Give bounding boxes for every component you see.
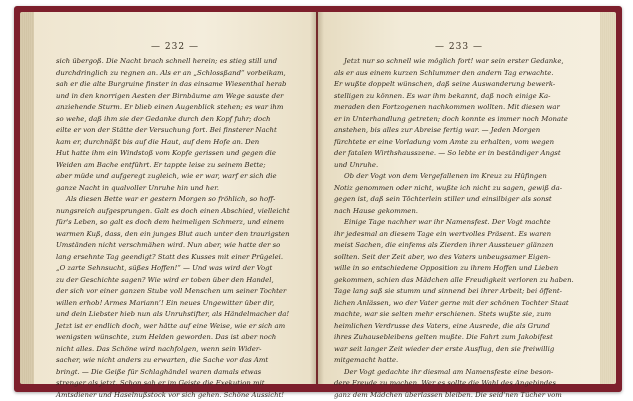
text-line: der fatalen Wirthshausszene. — So lebte er in beständiger Angst — [334, 148, 574, 160]
text-line: sah er die alte Burgruine finster in das einsame Wiesenthal herab — [56, 79, 290, 91]
left-page — [34, 12, 316, 384]
text-line: nach Hause gekommen. — [334, 206, 574, 218]
text-line: Einige Tage nachher war ihr Namensfest. Der Vogt machte — [334, 217, 574, 229]
right-page — [318, 12, 600, 384]
text-line: gegen ist, daß sein Töchterlein stiller und einsilbiger als sonst — [334, 194, 574, 206]
text-line: Ob der Vogt von dem Vergefallenen im Kreuz zu Hüfingen — [334, 171, 574, 183]
text-line: der sich vor einer ganzen Stube voll Menschen um seiner Tochter — [56, 286, 290, 298]
text-line: aber müde und aufgeregt zugleich, wie er war, warf er sich die — [56, 171, 290, 183]
text-line: „O zarte Sehnsucht, süßes Hoffen!“ — Und was wird der Vogt — [56, 263, 290, 275]
text-line: Der Vogt gedachte ihr diesmal am Namensfeste eine beson- — [334, 367, 574, 379]
text-line: anstehen, bis alles zur Abreise fertig war. — Jeden Morgen — [334, 125, 574, 137]
text-line: willen erhob! Armes Mariann’! Ein neues Ungewitter über dir, — [56, 298, 290, 310]
text-line: für's Leben, so galt es doch dem heimeligen Schmerz, und einem — [56, 217, 290, 229]
text-line: heimlichen Verdrusse des Vaters, eine Ausrede, die als Grund — [334, 321, 574, 333]
right-page-text — [334, 56, 574, 401]
text-line: lichen Anlässen, wo der Vater gerne mit der schönen Tochter Staat — [334, 298, 574, 310]
text-line: Tage lang saß sie stumm und sinnend bei ihrer Arbeit; bei öffent- — [334, 286, 574, 298]
text-line: meraden den Fortzogenen nachkommen wollten. Mit diesen war — [334, 102, 574, 114]
text-line: fürchtete er eine Vorladung vom Amte zu erhalten, vom wegen — [334, 137, 574, 149]
text-line: sich übergoß. Die Nacht brach schnell herein; es stieg still und — [56, 56, 290, 68]
text-line: bringt. — Die Geiße für Schlaghändel waren damals etwas — [56, 367, 290, 379]
text-line: anziehende Sturm. Er blieb einen Augenblick stehen; es war ihm — [56, 102, 290, 114]
text-line: so wehe, daß ihm sie der Gedanke durch den Kopf fuhr; doch — [56, 114, 290, 126]
text-line: Jetzt ist er endlich doch, wer hätte auf eine Weise, wie er sich am — [56, 321, 290, 333]
text-line: und Unruhe. — [334, 160, 574, 172]
text-line: sollten. Seit der Zeit aber, wo des Vaters unbeugsamer Eigen- — [334, 252, 574, 264]
text-line: Amtsdiener und Haselnußstock vor sich gehen. Schöne Aussicht! — [56, 390, 290, 401]
text-line: ganz dem Mädchen überlassen bleiben. Die seid'nen Tücher vom — [334, 390, 574, 401]
text-line: stelligen zu können. Es war ihm bekannt, daß noch einige Ka- — [334, 91, 574, 103]
text-line: ihres Zuhausebleibens gelten mußte. Die Fahrt zum Jakobifest — [334, 332, 574, 344]
text-line: als er aus einem kurzen Schlummer den andern Tag erwachte. — [334, 68, 574, 80]
text-line: Jetzt nur so schnell wie möglich fort! war sein erster Gedanke, — [334, 56, 574, 68]
text-line: und dein Liebster hieb nun als Unruhstifter, als Händelmacher da! — [56, 309, 290, 321]
text-line: zu der Geschichte sagen? Wie wird er toben über den Handel, — [56, 275, 290, 287]
text-line: durchdringlich zu regnen an. Als er an „Schlossßand“ vorbeikam, — [56, 68, 290, 80]
text-line: kam er, durchnäßt bis auf die Haut, auf dem Hofe an. Den — [56, 137, 290, 149]
text-line: war seit langer Zeit wieder der erste Ausflug, den sie freiwillig — [334, 344, 574, 356]
book-gutter — [310, 12, 324, 384]
text-line: Er wußte doppelt wünschen, daß seine Auswanderung bewerk- — [334, 79, 574, 91]
text-line: wenigsten wünschte, zum Helden geworden. Das ist aber noch — [56, 332, 290, 344]
right-page-number: — 233 — — [318, 42, 600, 52]
left-page-number: — 232 — — [34, 42, 316, 52]
text-line: warmen Kuß, dass, den ein junges Blut auch unter den traurigsten — [56, 229, 290, 241]
text-line: gekommen, schien das Mädchen alle Freudigkeit verloren zu haben. — [334, 275, 574, 287]
text-line: machte, war sie selten mehr erschienen. Stets wußte sie, zum — [334, 309, 574, 321]
text-line: nungsreich aufgesprungen. Galt es doch einen Abschied, vielleicht — [56, 206, 290, 218]
text-line: sacher, wie nicht anders zu erwarten, die Sache vor das Amt — [56, 355, 290, 367]
text-line: Hut hatte ihm ein Windstoß vom Kopfe gerissen und gegen die — [56, 148, 290, 160]
text-line: und in den knorrigen Aesten der Birnbäume am Wege sauste der — [56, 91, 290, 103]
text-line: lang ersehnte Tag geendigt? Statt des Kusses mit einer Prügelei. — [56, 252, 290, 264]
text-line: Als diesen Bette war er gestern Morgen so fröhlich, so hoff- — [56, 194, 290, 206]
text-line: ihr jedesmal an diesem Tage ein wertvolles Präsent. Es waren — [334, 229, 574, 241]
text-line: ganze Nacht in qualvoller Unruhe hin und her. — [56, 183, 290, 195]
right-page-edges — [598, 12, 616, 384]
text-line: strenger als jetzt. Schon sah er im Geiste die Exekution mit — [56, 378, 290, 390]
text-line: er in Unterhandlung getreten; doch konnte es immer noch Monate — [334, 114, 574, 126]
text-line: wille in so entschiedene Opposition zu ihrem Hoffen und Lieben — [334, 263, 574, 275]
left-page-text — [56, 56, 290, 401]
text-line: eilte er von der Stätte der Versuchung fort. Bei finsterer Nacht — [56, 125, 290, 137]
text-line: Umständen nicht verschmähen wird. Nun aber, wie hatte der so — [56, 240, 290, 252]
text-line: mitgemacht hatte. — [334, 355, 574, 367]
text-line: nicht alles. Das Schöne wird nachfolgen, wenn sein Wider- — [56, 344, 290, 356]
text-line: Notiz genommen oder nicht, wußte ich nicht zu sagen, gewiß da- — [334, 183, 574, 195]
text-line: meist Sachen, die einfems als Zierden ihrer Aussteuer glänzen — [334, 240, 574, 252]
text-line: dere Freude zu machen. Wer es sollte die Wahl des Angebindes — [334, 378, 574, 390]
text-line: Weiden am Bache entführt. Er tappte leise zu seinem Bette; — [56, 160, 290, 172]
